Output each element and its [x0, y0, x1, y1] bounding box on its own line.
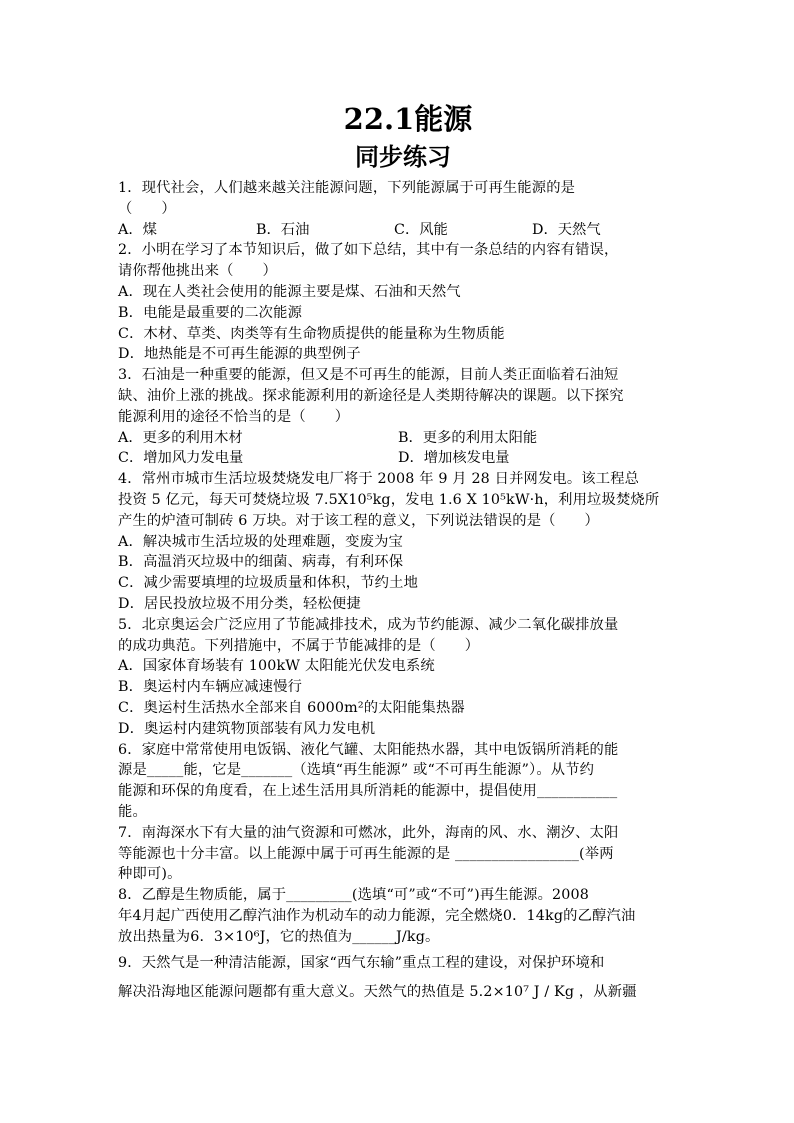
question-stem: 3．石油是一种重要的能源，但又是不可再生的能源，目前人类正面临着石油短 [118, 367, 619, 384]
question-9 [118, 951, 678, 1005]
option-row [118, 428, 678, 449]
option-b: B．奥运村内车辆应减速慢行 [118, 679, 303, 696]
option-d: D．增加核发电量 [398, 450, 510, 467]
worksheet-page [118, 100, 678, 1005]
question-stem: 能源和环保的角度看，在上述生活用具所消耗的能源中，提倡使用___________ [118, 783, 618, 800]
question-stem: 种即可)。 [118, 866, 182, 883]
option-b: B．电能是最重要的二次能源 [118, 304, 303, 321]
question-stem: 7．南海深水下有大量的油气资源和可燃冰，此外，海南的风、水、潮汐、太阳 [118, 824, 619, 841]
option-c: C．奥运村生活热水全部来自 6000m²的太阳能集热器 [118, 699, 465, 716]
question-7 [118, 823, 678, 885]
option-d: D．天然气 [532, 221, 601, 238]
question-stem: 年4月起广西使用乙醇汽油作为机动车的动力能源，完全燃烧0．14kg的乙醇汽油 [118, 907, 636, 924]
option-row [118, 448, 678, 469]
option-b: B．石油 [256, 221, 310, 238]
question-6 [118, 740, 678, 823]
option-b: B．高温消灭垃圾中的细菌、病毒，有利环保 [118, 554, 404, 571]
page-subtitle: 同步练习 [355, 142, 451, 171]
option-b: B．更多的利用太阳能 [398, 429, 538, 446]
question-2 [118, 240, 678, 365]
option-c: C．风能 [394, 221, 448, 238]
question-stem: 8．乙醇是生物质能，属于_________(选填“可”或“不可”)再生能源。2008 [118, 887, 590, 904]
option-c: C．木材、草类、肉类等有生命物质提供的能量称为生物质能 [118, 325, 505, 342]
question-stem: 能源利用的途径不恰当的是（ ） [118, 408, 350, 425]
page-title: 22.1能源 [343, 102, 473, 136]
question-stem: 产生的炉渣可制砖 6 万块。对于该工程的意义，下列说法错误的是（ ） [118, 512, 599, 529]
option-a: A．现在人类社会使用的能源主要是煤、石油和天然气 [118, 283, 461, 300]
option-c: C．减少需要填埋的垃圾质量和体积，节约土地 [118, 575, 419, 592]
answer-paren: （ ） [118, 200, 176, 217]
option-a: A．煤 [118, 221, 157, 238]
option-d: D．地热能是不可再生能源的典型例子 [118, 346, 361, 363]
question-stem: 4．常州市城市生活垃圾焚烧发电厂将于 2008 年 9 月 28 日并网发电。该工程总 [118, 471, 640, 488]
option-d: D．奥运村内建筑物顶部装有风力发电机 [118, 720, 376, 737]
option-a: A．解决城市生活垃圾的处理难题，变废为宝 [118, 533, 403, 550]
question-3 [118, 365, 678, 469]
question-stem: 源是_____能，它是_______（选填“再生能源” 或“不可再生能源”）。从节约 [118, 762, 595, 779]
question-1 [118, 178, 678, 240]
question-8 [118, 885, 678, 947]
question-stem: 5．北京奥运会广泛应用了节能减排技术，成为节约能源、减少二氧化碳排放量 [118, 616, 619, 633]
question-5 [118, 615, 678, 740]
option-a: A．更多的利用木材 [118, 429, 243, 446]
question-stem: 缺、油价上涨的挑战。探求能源利用的新途径是人类期待解决的课题。以下探究 [118, 387, 624, 404]
question-stem: 9．天然气是一种清洁能源，国家“西气东输”重点工程的建设，对保护环境和 [118, 955, 605, 972]
question-stem: 6．家庭中常常使用电饭锅、液化气罐、太阳能热水器，其中电饭锅所消耗的能 [118, 741, 619, 758]
option-c: C．增加风力发电量 [118, 450, 244, 467]
option-d: D．居民投放垃圾不用分类，轻松便捷 [118, 595, 361, 612]
question-stem: 请你帮他挑出来（ ） [118, 263, 277, 280]
question-stem: 1．现代社会，人们越来越关注能源问题，下列能源属于可再生能源的是 [118, 180, 576, 196]
option-a: A．国家体育场装有 100kW 太阳能光伏发电系统 [118, 658, 435, 675]
question-stem: 的成功典范。下列措施中，不属于节能减排的是（ ） [118, 637, 480, 654]
question-stem: 投资 5 亿元，每天可焚烧垃圾 7.5X10⁵kg，发电 1.6 X 10⁵kW·h，利用垃圾焚烧所 [118, 491, 660, 508]
question-4 [118, 469, 678, 615]
question-stem: 能。 [118, 803, 147, 820]
option-row [118, 220, 678, 241]
question-stem: 放出热量为6．3×10⁶J，它的热值为______J/kg。 [118, 928, 440, 945]
question-stem: 等能源也十分丰富。以上能源中属于可再生能源的是 _________________(举两 [118, 845, 614, 862]
question-stem: 2．小明在学习了本节知识后，做了如下总结，其中有一条总结的内容有错误， [118, 242, 619, 259]
question-stem: 解决沿海地区能源问题都有重大意义。天然气的热值是 5.2×10⁷ J / Kg ，从新疆 [118, 984, 637, 1001]
